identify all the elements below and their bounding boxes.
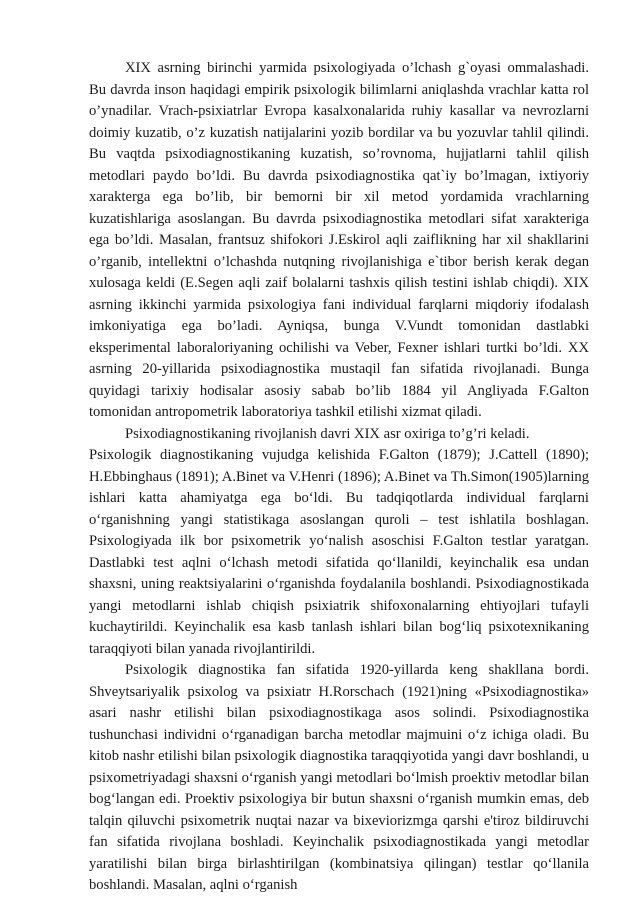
- paragraph-1: XIX asrning birinchi yarmida psixologiyada o’lchash g`oyasi ommalashadi. Bu davrda inson haqidagi empirik psixologik bilimlarni aniqlashda vrachlar katta rol o’ynadilar. Vrach-psixiatrlar Evropa kasalxonalarida ruhiy kasallar va nevrozlarni doimiy kuzatib, o’z kuzatish natijalarini yozib bordilar va bu yozuvlar tahlil qilindi. Bu vaqtda psixodiagnostikaning kuzatish, so’rovnoma, hujjatlarni tahlil qilish metodlari paydo bo’ldi. Bu davrda psixodiagnostika qat`iy bo’lmagan, ixtiyoriy xarakterga ega bo’lib, bir bemorni bir xil metod yordamida vrachlarning kuzatishlariga asoslangan. Bu davrda psixodiagnostika metodlari sifat xarakteriga ega bo’ldi. Masalan, frantsuz shifokori J.Eskirol aqli zaiflikning har xil shakllarini o’rganib, intellektni o’lchashda nutqning rivojlanishiga e`tibor berish kerak degan xulosaga keldi (E.Segen aqli zaif bolalarni tashxis qilish testini ishlab chiqdi). XIX asrning ikkinchi yarmida psixologiya fani individual farqlarni miqdoriy ifodalash imkoniyatiga ega bo’ladi. Ayniqsa, bunga V.Vundt tomonidan dastlabki eksperimental laboraloriyaning ochilishi va Veber, Fexner ishlari turtki bo’ldi. XX asrning 20-yillarida psixodiagnostika mustaqil fan sifatida rivojlanadi. Bunga quyidagi tarixiy hodisalar asosiy sabab bo’lib 1884 yil Angliyada F.Galton tomonidan antropometrik laboratoriya tashkil etilishi xizmat qiladi.: [89, 60, 589, 420]
- paragraph-4: Psixologik diagnostika fan sifatida 1920-yillarda keng shakllana bordi. Shveytsariyalik psixolog va psixiatr H.Rorschach (1921)ning «Psixodiagnostika» asari nashr etilishi bilan psixodiagnostikaga asos solindi. Psixodiagnostika tushunchasi individni o‘rganadigan barcha metodlar majmuini o‘z ichiga oladi. Bu kitob nashr etilishi bilan psixologik diagnostika taraqqiyotida yangi davr boshlandi, u psixometriyadagi shaxsni o‘rganish yangi metodlari bo‘lmish proektiv metodlar bilan bog‘langan edi. Proektiv psixologiya bir butun shaxsni o‘rganish mumkin emas, deb talqin qiluvchi psixometrik nuqtai nazar va bixeviorizmga qarshi e'tiroz bildiruvchi fan sifatida rivojlana boshladi. Keyinchalik psixodiagnostikada yangi metodlar yaratilishi bilan birga birlashtirilgan (kombinatsiya qilingan) testlar qo‘llanila boshlandi. Masalan, aqlni o‘rganish: [89, 662, 589, 893]
- paragraph-2: Psixodiagnostikaning rivojlanish davri XIX asr oxiriga to’g’ri keladi.: [125, 425, 530, 442]
- paragraph-3: Psixologik diagnostikaning vujudga kelishida F.Galton (1879); J.Cattell (1890); H.Ebbinghaus (1891); A.Binet va V.Henri (1896); A.Binet va Th.Simon(1905)larning ishlari katta ahamiyatga ega bo‘ldi. Bu tadqiqotlarda individual farqlarni o‘rganishning yangi statistikaga asoslangan quroli – test ishlatila boshlagan. Psixologiyada ilk bor psixometrik yo‘nalish asoschisi F.Galton testlar yaratgan. Dastlabki test aqlni o‘lchash metodi sifatida qo‘llanildi, keyinchalik esa undan shaxsni, uning reaktsiyalarini o‘rganishda foydalanila boshlandi. Psixodiagnostikada yangi metodlarni ishlab chiqish psixiatrik shifoxonalarning ehtiyojlari tufayli kuchaytirildi. Keyinchalik esa kasb tanlash ishlari bilan bog‘liq psixotexnikaning taraqqiyoti bilan yanada rivojlantirildi.: [89, 447, 589, 657]
- document-page: [89, 58, 589, 897]
